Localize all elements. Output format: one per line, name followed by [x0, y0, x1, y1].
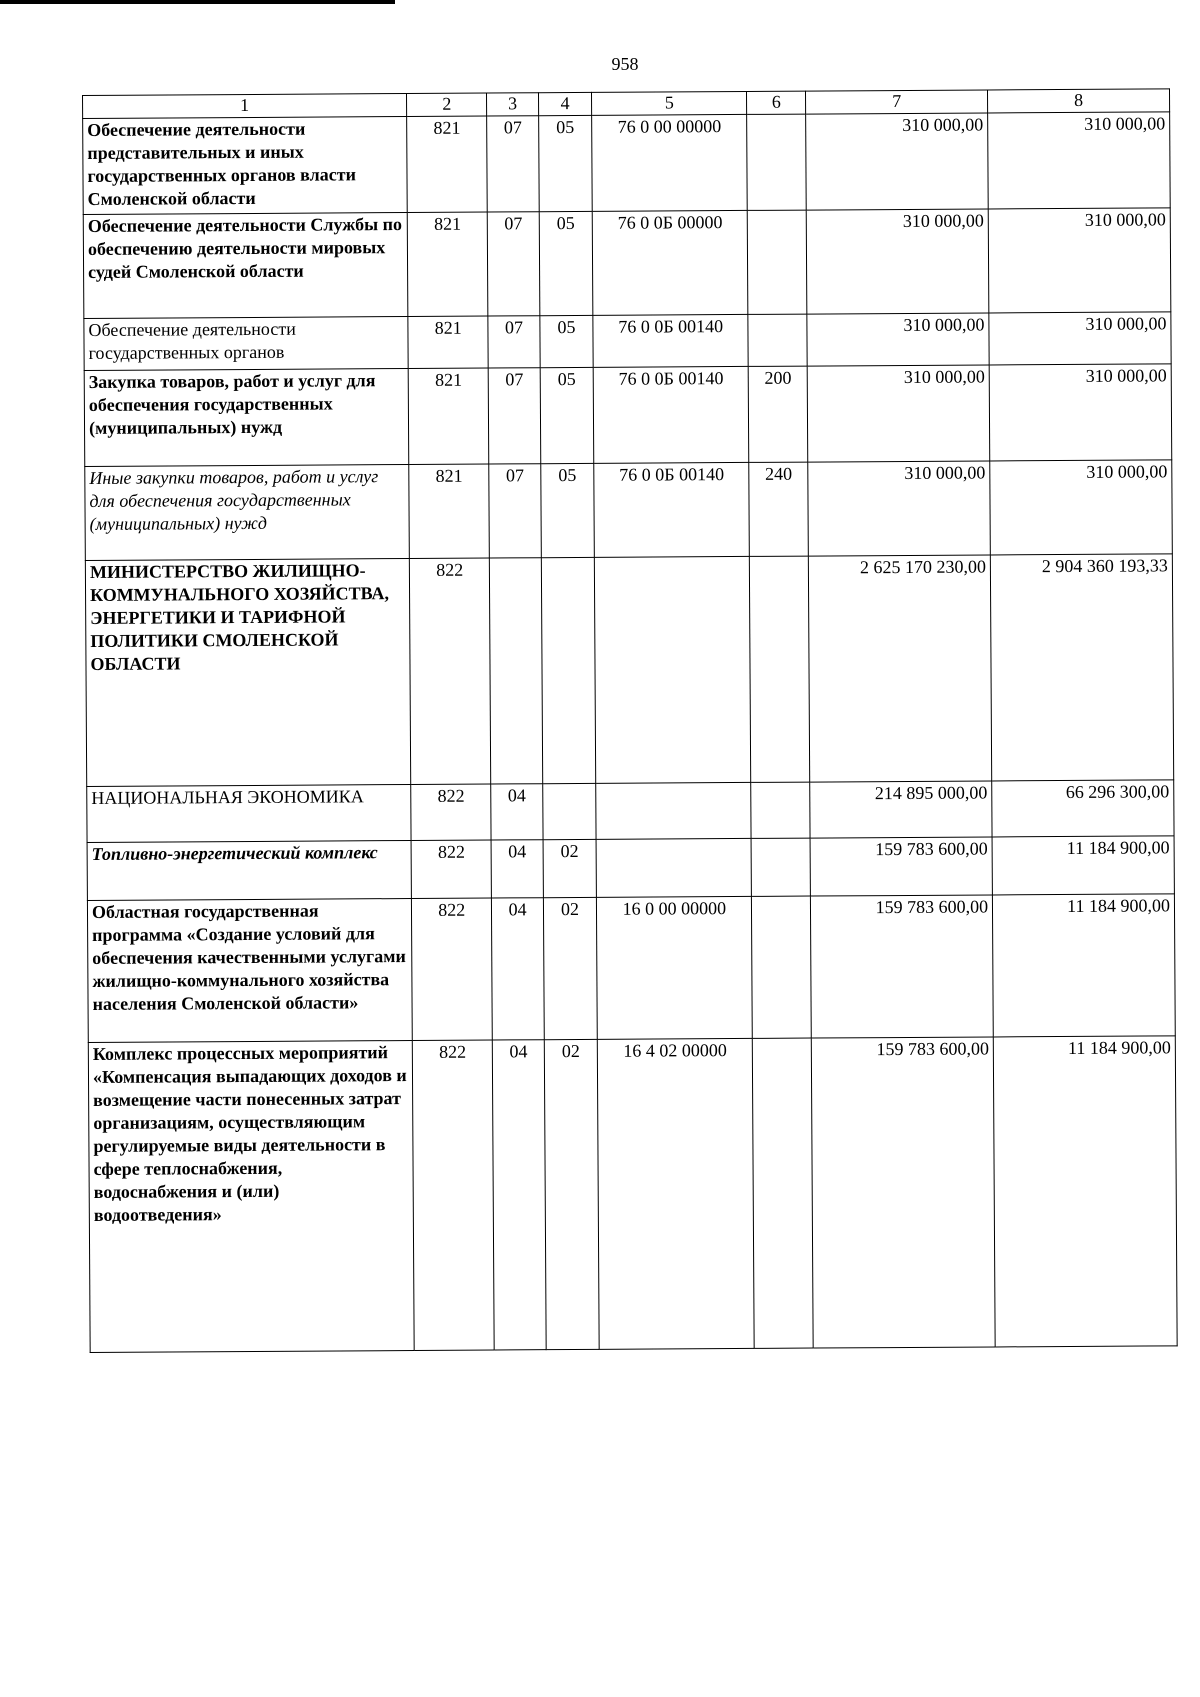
cell-subsection: 05 — [538, 115, 592, 211]
table-row — [88, 1036, 1177, 1353]
cell-amount-1: 310 000,00 — [808, 461, 990, 556]
cell-subsection: 02 — [543, 897, 597, 1039]
cell-admin-code: 822 — [411, 840, 492, 898]
row-name: Обеспечение деятельности представительных и иных государственных органов власти Смоленской области — [83, 117, 408, 215]
cell-admin-code: 822 — [411, 784, 492, 840]
cell-amount-1: 159 783 600,00 — [811, 895, 994, 1038]
table-row — [84, 312, 1171, 371]
cell-amount-1: 310 000,00 — [806, 113, 988, 210]
cell-expense-type — [748, 210, 807, 314]
row-name: Обеспечение деятельности государственных органов — [84, 317, 408, 371]
table-row — [83, 208, 1171, 319]
scan-edge-bar — [0, 0, 395, 4]
cell-admin-code: 821 — [409, 464, 490, 558]
cell-admin-code: 821 — [407, 116, 488, 212]
cell-expense-type: 240 — [749, 462, 808, 556]
row-name: Комплекс процессных мероприятий «Компенсация выпадающих доходов и возмещение части понесенных затрат организациям, осуществляющим регулируемые виды деятельности в сфере теплоснабжения, водоснабжения и (или) водоотведения» — [88, 1040, 414, 1352]
cell-amount-2: 310 000,00 — [988, 208, 1171, 313]
cell-subsection — [541, 557, 596, 783]
table-row — [84, 364, 1172, 467]
cell-target-article: 16 0 00 00000 — [597, 896, 753, 1039]
cell-admin-code: 821 — [408, 368, 489, 464]
header-cell: 2 — [407, 93, 487, 116]
cell-expense-type — [747, 114, 806, 210]
cell-subsection: 02 — [543, 839, 597, 897]
cell-amount-1: 214 895 000,00 — [810, 781, 992, 838]
cell-target-article: 76 0 0Б 00140 — [593, 314, 748, 367]
header-cell: 1 — [83, 94, 407, 119]
table-row — [83, 112, 1171, 215]
cell-amount-1: 310 000,00 — [806, 209, 989, 314]
cell-amount-2: 310 000,00 — [989, 312, 1171, 365]
cell-subsection: 05 — [540, 367, 594, 463]
cell-target-article: 76 0 0Б 00000 — [592, 210, 748, 315]
cell-admin-code: 822 — [412, 1040, 494, 1350]
cell-expense-type: 200 — [749, 366, 808, 462]
row-name: Иные закупки товаров, работ и услуг для обеспечения государственных (муниципальных) нужд — [85, 465, 410, 561]
cell-target-article — [596, 782, 751, 839]
header-cell: 5 — [592, 91, 747, 115]
table-row — [85, 554, 1173, 787]
cell-subsection: 05 — [540, 315, 594, 367]
row-name: МИНИСТЕРСТВО ЖИЛИЩНО-КОММУНАЛЬНОГО ХОЗЯЙСТВА, ЭНЕРГЕТИКИ И ТАРИФНОЙ ПОЛИТИКИ СМОЛЕНСКОЙ ОБЛАСТИ — [85, 559, 411, 787]
cell-target-article — [596, 838, 751, 897]
cell-section: 07 — [489, 464, 541, 558]
cell-section: 04 — [491, 840, 543, 898]
cell-subsection: 05 — [541, 463, 595, 557]
cell-subsection: 02 — [544, 1039, 599, 1349]
cell-amount-2: 310 000,00 — [989, 364, 1172, 461]
cell-amount-2: 11 184 900,00 — [992, 836, 1174, 895]
cell-admin-code: 822 — [410, 558, 492, 784]
cell-amount-1: 310 000,00 — [807, 313, 989, 366]
row-name: НАЦИОНАЛЬНАЯ ЭКОНОМИКА — [87, 785, 412, 843]
cell-subsection — [542, 783, 596, 839]
cell-amount-2: 11 184 900,00 — [993, 1036, 1177, 1347]
table-row — [85, 460, 1173, 561]
cell-target-article — [595, 556, 752, 783]
cell-amount-2: 11 184 900,00 — [992, 894, 1175, 1037]
cell-expense-type — [752, 896, 812, 1038]
cell-expense-type — [751, 782, 810, 838]
header-cell: 7 — [806, 90, 988, 114]
row-name: Областная государственная программа «Создание условий для обеспечения качественными услугами жилищно-коммунального хозяйства населения Смоленской области» — [87, 899, 412, 1043]
cell-section — [490, 558, 543, 784]
cell-section: 07 — [488, 316, 540, 368]
cell-target-article: 76 0 00 00000 — [592, 114, 748, 211]
cell-target-article: 76 0 0Б 00140 — [594, 462, 750, 557]
header-cell: 6 — [747, 91, 806, 114]
page-number: 958 — [611, 54, 639, 74]
cell-section: 04 — [493, 1040, 546, 1350]
budget-table — [82, 88, 1178, 1353]
cell-admin-code: 821 — [407, 212, 488, 316]
row-name: Закупка товаров, работ и услуг для обеспечения государственных (муниципальных) нужд — [84, 369, 409, 467]
cell-expense-type — [750, 556, 810, 782]
cell-amount-2: 310 000,00 — [990, 460, 1173, 555]
cell-amount-2: 2 904 360 193,33 — [990, 554, 1173, 781]
table-row — [87, 836, 1174, 901]
cell-amount-1: 2 625 170 230,00 — [809, 555, 992, 782]
cell-amount-2: 66 296 300,00 — [992, 780, 1174, 837]
cell-amount-1: 159 783 600,00 — [811, 1037, 995, 1348]
cell-section: 04 — [491, 784, 543, 840]
cell-target-article: 16 4 02 00000 — [598, 1038, 755, 1349]
cell-expense-type — [753, 1038, 814, 1348]
cell-subsection: 05 — [539, 211, 593, 315]
cell-target-article: 76 0 0Б 00140 — [593, 366, 749, 463]
cell-admin-code: 822 — [412, 898, 493, 1040]
cell-amount-1: 310 000,00 — [807, 365, 989, 462]
table-row — [87, 894, 1175, 1043]
table-row — [87, 780, 1174, 843]
header-cell: 4 — [538, 92, 592, 115]
cell-section: 07 — [487, 116, 539, 212]
cell-amount-2: 310 000,00 — [988, 112, 1171, 209]
row-name: Обеспечение деятельности Службы по обеспечению деятельности мировых судей Смоленской области — [83, 213, 408, 319]
row-name: Топливно-энергетический комплекс — [87, 841, 412, 901]
header-cell: 3 — [487, 93, 538, 116]
header-cell: 8 — [988, 89, 1170, 113]
cell-expense-type — [751, 838, 810, 896]
cell-amount-1: 159 783 600,00 — [810, 837, 992, 896]
cell-section: 04 — [492, 898, 544, 1040]
cell-expense-type — [748, 314, 807, 366]
cell-admin-code: 821 — [408, 316, 489, 368]
cell-section: 07 — [488, 212, 540, 316]
cell-section: 07 — [489, 368, 541, 464]
